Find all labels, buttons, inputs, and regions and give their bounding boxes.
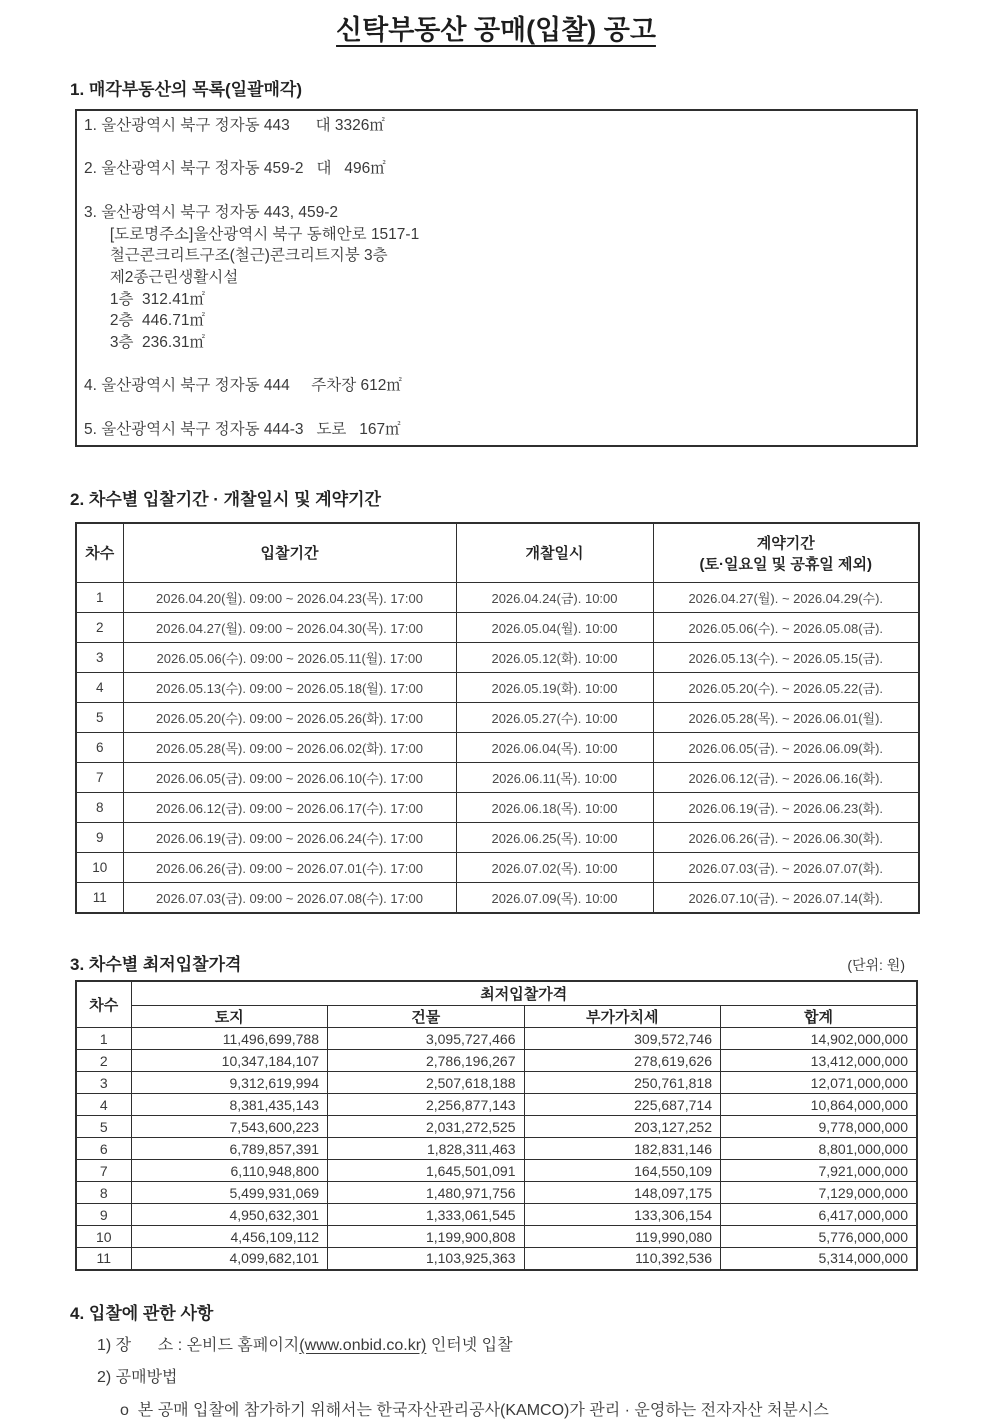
building-price: 2,031,272,525 — [328, 1116, 525, 1138]
contract-period: 2026.05.20(수). ~ 2026.05.22(금). — [653, 673, 919, 703]
bid-period: 2026.07.03(금). 09:00 ~ 2026.07.08(수). 17:00 — [123, 883, 456, 913]
property-list-line: 5. 울산광역시 북구 정자동 444-3 도로 167㎡ — [84, 420, 401, 438]
min-price-header-row-1 — [76, 981, 917, 1006]
property-list-line: 제2종근린생활시설 — [84, 268, 239, 286]
building-price: 2,507,618,188 — [328, 1072, 525, 1094]
header-min-bid-price-group: 최저입찰가격 — [131, 981, 917, 1006]
section4-heading: 4. 입찰에 관한 사항 — [70, 1303, 214, 1323]
building-price: 1,645,501,091 — [328, 1160, 525, 1182]
section3-heading: 3. 차수별 최저입찰가격 — [70, 954, 242, 974]
total-price: 5,776,000,000 — [721, 1226, 918, 1248]
opening-datetime: 2026.05.27(수). 10:00 — [456, 703, 653, 733]
bid-period: 2026.06.05(금). 09:00 ~ 2026.06.10(수). 17:00 — [123, 763, 456, 793]
header-building: 건물 — [328, 1006, 525, 1028]
property-list-line: 3층 236.31㎡ — [84, 334, 205, 352]
min-price-header-row-2 — [76, 1006, 917, 1028]
land-price: 10,347,184,107 — [131, 1050, 328, 1072]
header-land: 토지 — [131, 1006, 328, 1028]
property-list-line: 2. 울산광역시 북구 정자동 459-2 대 496㎡ — [84, 160, 386, 178]
bid-schedule-row — [76, 583, 919, 613]
property-list-line — [84, 137, 908, 159]
total-price: 5,314,000,000 — [721, 1248, 918, 1270]
contract-period: 2026.07.10(금). ~ 2026.07.14(화). — [653, 883, 919, 913]
total-price: 9,778,000,000 — [721, 1116, 918, 1138]
vat-amount: 119,990,080 — [524, 1226, 721, 1248]
round-number: 11 — [76, 883, 123, 913]
bid-schedule-row — [76, 613, 919, 643]
total-price: 7,921,000,000 — [721, 1160, 918, 1182]
bid-period: 2026.04.20(월). 09:00 ~ 2026.04.23(목). 17:00 — [123, 583, 456, 613]
min-price-table — [75, 980, 918, 1271]
land-price: 9,312,619,994 — [131, 1072, 328, 1094]
land-price: 4,456,109,112 — [131, 1226, 328, 1248]
header-opening-datetime: 개찰일시 — [456, 523, 653, 583]
header-total: 합계 — [721, 1006, 918, 1028]
header-round: 차수 — [76, 523, 123, 583]
round-number: 2 — [76, 613, 123, 643]
min-price-row — [76, 1226, 917, 1248]
round-number: 8 — [76, 793, 123, 823]
bid-schedule-row — [76, 853, 919, 883]
contract-period: 2026.06.26(금). ~ 2026.06.30(화). — [653, 823, 919, 853]
bid-schedule-table-head — [76, 523, 919, 583]
bid-place-line — [97, 1336, 992, 1356]
min-price-row — [76, 1160, 917, 1182]
min-price-row — [76, 1116, 917, 1138]
land-price: 7,543,600,223 — [131, 1116, 328, 1138]
vat-amount: 250,761,818 — [524, 1072, 721, 1094]
min-price-row — [76, 1182, 917, 1204]
header-contract-line2: (토·일요일 및 공휴일 제외) — [699, 555, 872, 573]
vat-amount: 133,306,154 — [524, 1204, 721, 1226]
document-page — [0, 8, 992, 1419]
total-price: 10,864,000,000 — [721, 1094, 918, 1116]
building-price: 3,095,727,466 — [328, 1028, 525, 1050]
bid-schedule-row — [76, 793, 919, 823]
property-list-line: 2층 446.71㎡ — [84, 312, 205, 330]
property-list-line — [84, 354, 908, 376]
contract-period: 2026.05.13(수). ~ 2026.05.15(금). — [653, 643, 919, 673]
round-number: 10 — [76, 1226, 131, 1248]
opening-datetime: 2026.06.18(목). 10:00 — [456, 793, 653, 823]
bid-schedule-header-row — [76, 523, 919, 583]
round-number: 1 — [76, 1028, 131, 1050]
section3-heading-row — [0, 950, 992, 975]
property-list-line — [84, 180, 908, 202]
round-number: 9 — [76, 823, 123, 853]
round-number: 2 — [76, 1050, 131, 1072]
bid-schedule-table-body — [76, 583, 919, 913]
min-price-row — [76, 1050, 917, 1072]
bid-period: 2026.06.19(금). 09:00 ~ 2026.06.24(수). 17:00 — [123, 823, 456, 853]
building-price: 1,828,311,463 — [328, 1138, 525, 1160]
vat-amount: 164,550,109 — [524, 1160, 721, 1182]
land-price: 8,381,435,143 — [131, 1094, 328, 1116]
sale-method-line: 2) 공매방법 — [97, 1368, 178, 1386]
onbid-url-link[interactable]: (www.onbid.co.kr) — [299, 1336, 427, 1354]
bid-place-text: 1) 장 소 : 온비드 홈페이지 — [97, 1336, 300, 1354]
header-vat: 부가가치세 — [524, 1006, 721, 1028]
round-number: 10 — [76, 853, 123, 883]
vat-amount: 148,097,175 — [524, 1182, 721, 1204]
opening-datetime: 2026.07.02(목). 10:00 — [456, 853, 653, 883]
vat-amount: 225,687,714 — [524, 1094, 721, 1116]
header-bid-period: 입찰기간 — [123, 523, 456, 583]
vat-amount: 203,127,252 — [524, 1116, 721, 1138]
bid-schedule-row — [76, 763, 919, 793]
contract-period: 2026.04.27(월). ~ 2026.04.29(수). — [653, 583, 919, 613]
land-price: 5,499,931,069 — [131, 1182, 328, 1204]
building-price: 2,256,877,143 — [328, 1094, 525, 1116]
property-list-line: 1층 312.41㎡ — [84, 290, 205, 308]
opening-datetime: 2026.05.04(월). 10:00 — [456, 613, 653, 643]
opening-datetime: 2026.06.25(목). 10:00 — [456, 823, 653, 853]
opening-datetime: 2026.06.11(목). 10:00 — [456, 763, 653, 793]
header-round: 차수 — [76, 981, 131, 1028]
round-number: 4 — [76, 1094, 131, 1116]
min-price-row — [76, 1028, 917, 1050]
property-list-line — [84, 397, 908, 419]
property-list-line: 4. 울산광역시 북구 정자동 444 주차장 612㎡ — [84, 377, 402, 395]
opening-datetime: 2026.04.24(금). 10:00 — [456, 583, 653, 613]
min-price-row — [76, 1094, 917, 1116]
total-price: 12,071,000,000 — [721, 1072, 918, 1094]
vat-amount: 278,619,626 — [524, 1050, 721, 1072]
land-price: 11,496,699,788 — [131, 1028, 328, 1050]
min-price-row — [76, 1248, 917, 1270]
bid-period: 2026.05.28(목). 09:00 ~ 2026.06.02(화). 17:00 — [123, 733, 456, 763]
section2-heading: 2. 차수별 입찰기간 · 개찰일시 및 계약기간 — [70, 489, 381, 509]
round-number: 3 — [76, 643, 123, 673]
bid-schedule-row — [76, 883, 919, 913]
bid-period: 2026.04.27(월). 09:00 ~ 2026.04.30(목). 17:00 — [123, 613, 456, 643]
round-number: 7 — [76, 763, 123, 793]
section1-heading: 1. 매각부동산의 목록(일괄매각) — [70, 80, 303, 99]
round-number: 3 — [76, 1072, 131, 1094]
round-number: 9 — [76, 1204, 131, 1226]
total-price: 13,412,000,000 — [721, 1050, 918, 1072]
total-price: 7,129,000,000 — [721, 1182, 918, 1204]
round-number: 1 — [76, 583, 123, 613]
bid-period: 2026.06.26(금). 09:00 ~ 2026.07.01(수). 17:00 — [123, 853, 456, 883]
bid-schedule-table — [75, 522, 920, 914]
land-price: 4,950,632,301 — [131, 1204, 328, 1226]
contract-period: 2026.06.12(금). ~ 2026.06.16(화). — [653, 763, 919, 793]
contract-period: 2026.06.19(금). ~ 2026.06.23(화). — [653, 793, 919, 823]
min-price-row — [76, 1072, 917, 1094]
opening-datetime: 2026.07.09(목). 10:00 — [456, 883, 653, 913]
bid-schedule-row — [76, 703, 919, 733]
land-price: 4,099,682,101 — [131, 1248, 328, 1270]
min-price-table-head — [76, 981, 917, 1028]
bid-period: 2026.05.13(수). 09:00 ~ 2026.05.18(월). 17:00 — [123, 673, 456, 703]
contract-period: 2026.05.28(목). ~ 2026.06.01(월). — [653, 703, 919, 733]
min-price-row — [76, 1204, 917, 1226]
unit-note: (단위: 원) — [847, 956, 905, 973]
sale-method-detail-line: o 본 공매 입찰에 참가하기 위해서는 한국자산관리공사(KAMCO)가 관리 · 운영하는 전자자산 처분시스 — [120, 1401, 829, 1419]
min-price-table-body — [76, 1028, 917, 1270]
total-price: 6,417,000,000 — [721, 1204, 918, 1226]
round-number: 6 — [76, 1138, 131, 1160]
bid-schedule-row — [76, 733, 919, 763]
round-number: 6 — [76, 733, 123, 763]
property-list-line: 1. 울산광역시 북구 정자동 443 대 3326㎡ — [84, 117, 385, 134]
min-price-row — [76, 1138, 917, 1160]
contract-period: 2026.05.06(수). ~ 2026.05.08(금). — [653, 613, 919, 643]
total-price: 8,801,000,000 — [721, 1138, 918, 1160]
bid-schedule-row — [76, 823, 919, 853]
bid-period: 2026.06.12(금). 09:00 ~ 2026.06.17(수). 17:00 — [123, 793, 456, 823]
round-number: 5 — [76, 703, 123, 733]
round-number: 7 — [76, 1160, 131, 1182]
page-title: 신탁부동산 공매(입찰) 공고 — [336, 15, 656, 45]
opening-datetime: 2026.05.12(화). 10:00 — [456, 643, 653, 673]
total-price: 14,902,000,000 — [721, 1028, 918, 1050]
contract-period: 2026.07.03(금). ~ 2026.07.07(화). — [653, 853, 919, 883]
vat-amount: 110,392,536 — [524, 1248, 721, 1270]
building-price: 1,333,061,545 — [328, 1204, 525, 1226]
round-number: 11 — [76, 1248, 131, 1270]
building-price: 2,786,196,267 — [328, 1050, 525, 1072]
header-contract-line1: 계약기간 — [756, 534, 815, 552]
round-number: 8 — [76, 1182, 131, 1204]
bid-period: 2026.05.06(수). 09:00 ~ 2026.05.11(월). 17:00 — [123, 643, 456, 673]
bid-schedule-row — [76, 673, 919, 703]
bid-schedule-row — [76, 643, 919, 673]
property-list-line: 3. 울산광역시 북구 정자동 443, 459-2 — [84, 203, 338, 221]
building-price: 1,199,900,808 — [328, 1226, 525, 1248]
vat-amount: 182,831,146 — [524, 1138, 721, 1160]
building-price: 1,480,971,756 — [328, 1182, 525, 1204]
land-price: 6,110,948,800 — [131, 1160, 328, 1182]
contract-period: 2026.06.05(금). ~ 2026.06.09(화). — [653, 733, 919, 763]
bid-period: 2026.05.20(수). 09:00 ~ 2026.05.26(화). 17:00 — [123, 703, 456, 733]
opening-datetime: 2026.06.04(목). 10:00 — [456, 733, 653, 763]
building-price: 1,103,925,363 — [328, 1248, 525, 1270]
round-number: 5 — [76, 1116, 131, 1138]
header-contract-period — [653, 523, 919, 583]
opening-datetime: 2026.05.19(화). 10:00 — [456, 673, 653, 703]
round-number: 4 — [76, 673, 123, 703]
property-list-line: [도로명주소]울산광역시 북구 동해안로 1517-1 — [84, 225, 420, 243]
vat-amount: 309,572,746 — [524, 1028, 721, 1050]
bid-place-suffix: 인터넷 입찰 — [426, 1336, 513, 1354]
property-list-box — [75, 109, 918, 447]
land-price: 6,789,857,391 — [131, 1138, 328, 1160]
property-list-line: 철근콘크리트구조(철근)콘크리트지붕 3층 — [84, 247, 388, 265]
